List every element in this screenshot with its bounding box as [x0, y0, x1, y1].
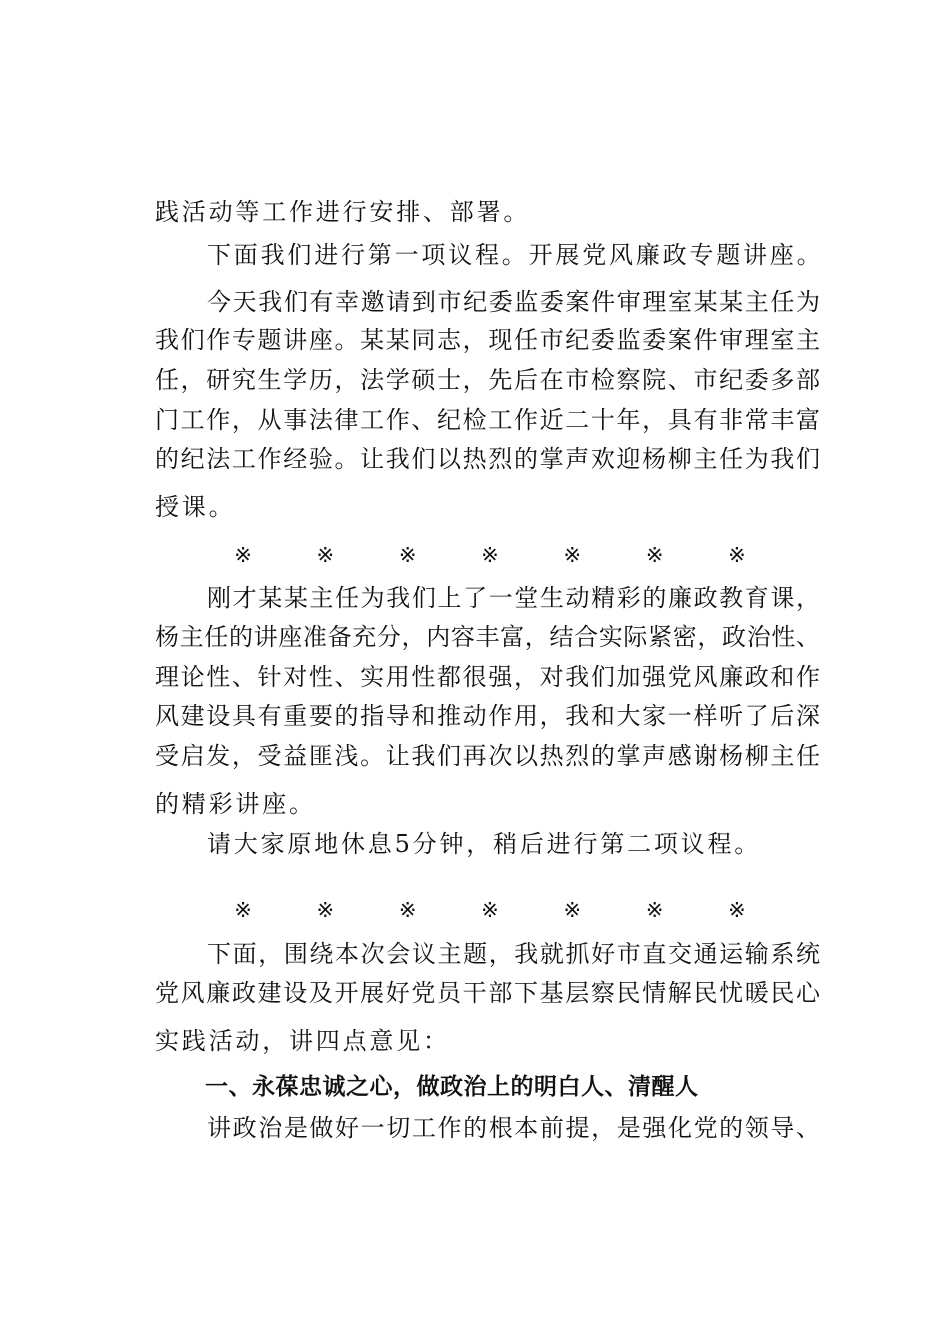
paragraph-lecture-summary-line: 理论性、针对性、实用性都很强，对我们加强党风廉政和作: [155, 663, 820, 691]
paragraph-lecture-summary-line: 的精彩讲座。: [155, 790, 316, 818]
paragraph-introduction-line: 任，研究生学历，法学硕士，先后在市检察院、市纪委多部: [155, 366, 820, 394]
paragraph-lecture-summary-line: 杨主任的讲座准备充分，内容丰富，结合实际紧密，政治性、: [155, 623, 820, 651]
separator-mark: ※: [234, 543, 252, 567]
paragraph-lecture-summary-line: 受启发，受益匪浅。让我们再次以热烈的掌声感谢杨柳主任: [155, 742, 820, 770]
separator-mark: ※: [645, 898, 664, 922]
paragraph-introduction-line: 授课。: [155, 493, 236, 521]
paragraph-break-notice: 请大家原地休息5分钟，稍后进行第二项议程。: [207, 830, 762, 858]
separator-mark: ※: [728, 898, 746, 922]
paragraph-agenda-item-one: 下面我们进行第一项议程。开展党风廉政专题讲座。: [207, 241, 824, 269]
paragraph-lecture-summary-line: 风建设具有重要的指导和推动作用，我和大家一样听了后深: [155, 702, 820, 730]
paragraph-continuation: 践活动等工作进行安排、部署。: [155, 198, 531, 226]
paragraph-lecture-summary-line: 刚才某某主任为我们上了一堂生动精彩的廉政教育课，: [207, 584, 820, 612]
paragraph-opinions-intro-line: 党风廉政建设及开展好党员干部下基层察民情解民忧暖民心: [155, 979, 820, 1007]
separator-mark: ※: [728, 543, 746, 567]
paragraph-introduction-line: 我们作专题讲座。某某同志，现任市纪委监委案件审理室主: [155, 326, 820, 354]
section-separator: [230, 540, 750, 570]
separator-mark: ※: [234, 898, 252, 922]
separator-mark: ※: [481, 543, 499, 567]
paragraph-introduction-line: 的纪法工作经验。让我们以热烈的掌声欢迎杨柳主任为我们: [155, 445, 820, 473]
paragraph-opinions-intro-line: 实践活动，讲四点意见：: [155, 1027, 450, 1055]
section-separator: [230, 895, 750, 925]
separator-mark: ※: [563, 543, 582, 567]
separator-mark: ※: [645, 543, 664, 567]
separator-mark: ※: [316, 543, 335, 567]
paragraph-opinions-intro-line: 下面，围绕本次会议主题，我就抓好市直交通运输系统: [207, 940, 820, 968]
section-heading: 一、永葆忠诚之心，做政治上的明白人、清醒人: [205, 1074, 699, 1100]
paragraph-introduction-line: 今天我们有幸邀请到市纪委监委案件审理室某某主任为: [207, 288, 820, 316]
separator-mark: ※: [563, 898, 582, 922]
separator-mark: ※: [398, 898, 417, 922]
separator-mark: ※: [398, 543, 417, 567]
separator-mark: ※: [316, 898, 335, 922]
paragraph-section-one-line: 讲政治是做好一切工作的根本前提，是强化党的领导、: [207, 1114, 820, 1142]
separator-mark: ※: [481, 898, 499, 922]
paragraph-introduction-line: 门工作，从事法律工作、纪检工作近二十年，具有非常丰富: [155, 406, 820, 434]
